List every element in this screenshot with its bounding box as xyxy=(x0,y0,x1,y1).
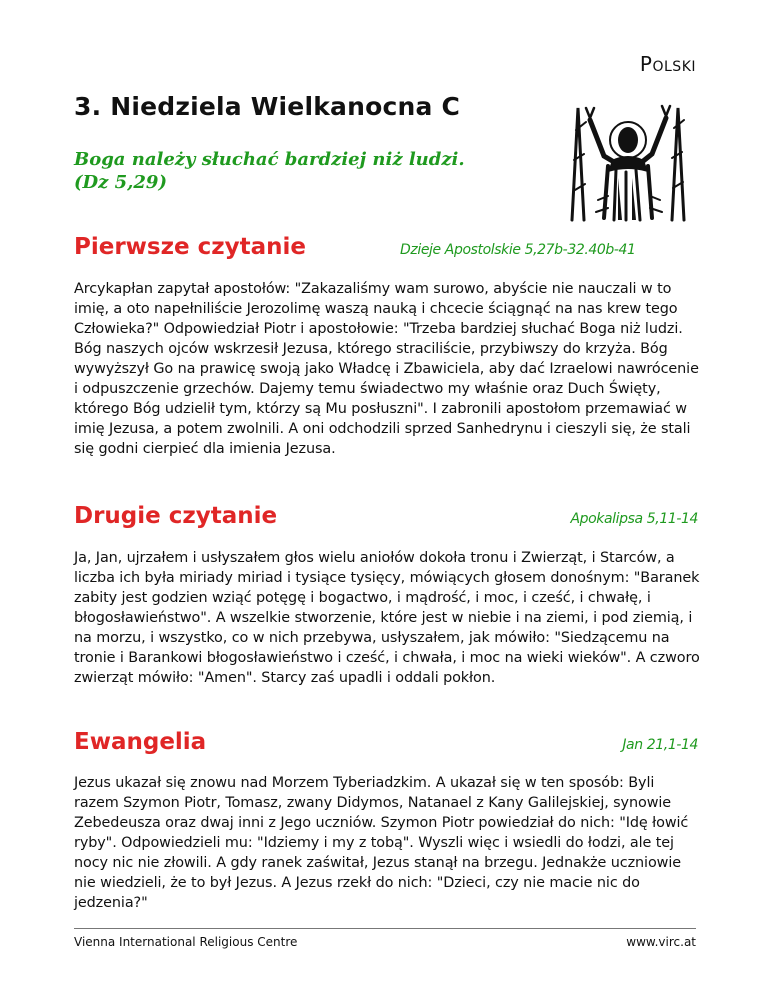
motto-citation: (Dz 5,29) xyxy=(74,172,167,193)
section-header-first-reading xyxy=(74,228,698,262)
section-title: Drugie czytanie xyxy=(74,503,278,529)
footer-organization: Vienna International Religious Centre xyxy=(74,935,298,949)
section-reference: Apokalipsa 5,11-14 xyxy=(570,511,698,527)
first-reading-text: Arcykapłan zapytał apostołów: "Zakazaliśmy wam surowo, abyście nie nauczali w to imię, a oto napełniliście Jerozolimę waszą nauką i chcecie ściągnąć na nas krew tego Człowieka?" Odpowiedział Piotr i apostołowie: "Trzeba bardziej słuchać Boga niż ludzi. Bóg naszych ojców wskrzesił Jezusa, którego straciliście, przybiwszy do krzyża. Bóg wywyższył Go na prawicę swoją jako Władcę i Zbawiciela, aby dać Izraelowi nawrócenie i odpuszczenie grzechów. Dajemy temu świadectwo my właśnie oraz Duch Święty, którego Bóg udzielił tym, którzy są Mu posłuszni". I zabronili apostołom przemawiać w imię Jezusa, a potem zwolnili. A oni odchodzili sprzed Sanhedrynu i cieszyli się, że stali się godni cierpieć dla imienia Jezusa. xyxy=(74,281,699,457)
footer-website-link[interactable]: www.virc.at xyxy=(626,935,696,949)
section-header-gospel xyxy=(74,723,698,757)
page-title: 3. Niedziela Wielkanocna C xyxy=(74,92,461,121)
motto-line: Boga należy słuchać bardziej niż ludzi. xyxy=(74,149,465,170)
section-title: Pierwsze czytanie xyxy=(74,234,306,260)
section-reference: Dzieje Apostolskie 5,27b-32.40b-41 xyxy=(400,242,636,258)
language-label: Polski xyxy=(639,52,696,76)
footer-divider xyxy=(74,928,696,929)
section-reference: Jan 21,1-14 xyxy=(622,737,698,753)
second-reading-text: Ja, Jan, ujrzałem i usłyszałem głos wielu aniołów dokoła tronu i Zwierząt, i Starców, a liczba ich była miriady miriad i tysiące tysięcy, mówiących głosem donośnym: "Baranek zabity jest godzien wziąć potęgę i bogactwo, i mądrość, i moc, i cześć, i chwałę, i błogosławieństwo". A wszelkie stworzenie, które jest w niebie i na ziemi, i pod ziemią, i na morzu, i wszystko, co w nich przebywa, usłyszałem, jak mówiło: "Siedzącemu na tronie i Barankowi błogosławieństwo i cześć, i chwała, i moc na wieki wieków". A czworo zwierząt mówiło: "Amen". Starcy zaś upadli i oddali pokłon. xyxy=(74,550,700,686)
section-title: Ewangelia xyxy=(74,729,207,755)
gospel-text: Jezus ukazał się znowu nad Morzem Tyberiadzkim. A ukazał się w ten sposób: Byli razem Szymon Piotr, Tomasz, zwany Didymos, Natanael z Kany Galilejskiej, synowie Zebedeusza oraz dwaj inni z Jego uczniów. Szymon Piotr powiedział do nich: "Idę łowić ryby". Odpowiedzieli mu: "Idziemy i my z tobą". Wyszli więc i wsiedli do łodzi, ale tej nocy nic nie złowili. A gdy ranek zaświtał, Jezus stanął na brzegu. Jednakże uczniowie nie wiedzieli, że to był Jezus. A Jezus rzekł do nich: "Dzieci, czy nie macie nic do jedzenia?" xyxy=(74,775,689,911)
risen-christ-woodcut-icon xyxy=(568,100,688,222)
motto xyxy=(74,148,465,194)
section-header-second-reading xyxy=(74,497,698,531)
